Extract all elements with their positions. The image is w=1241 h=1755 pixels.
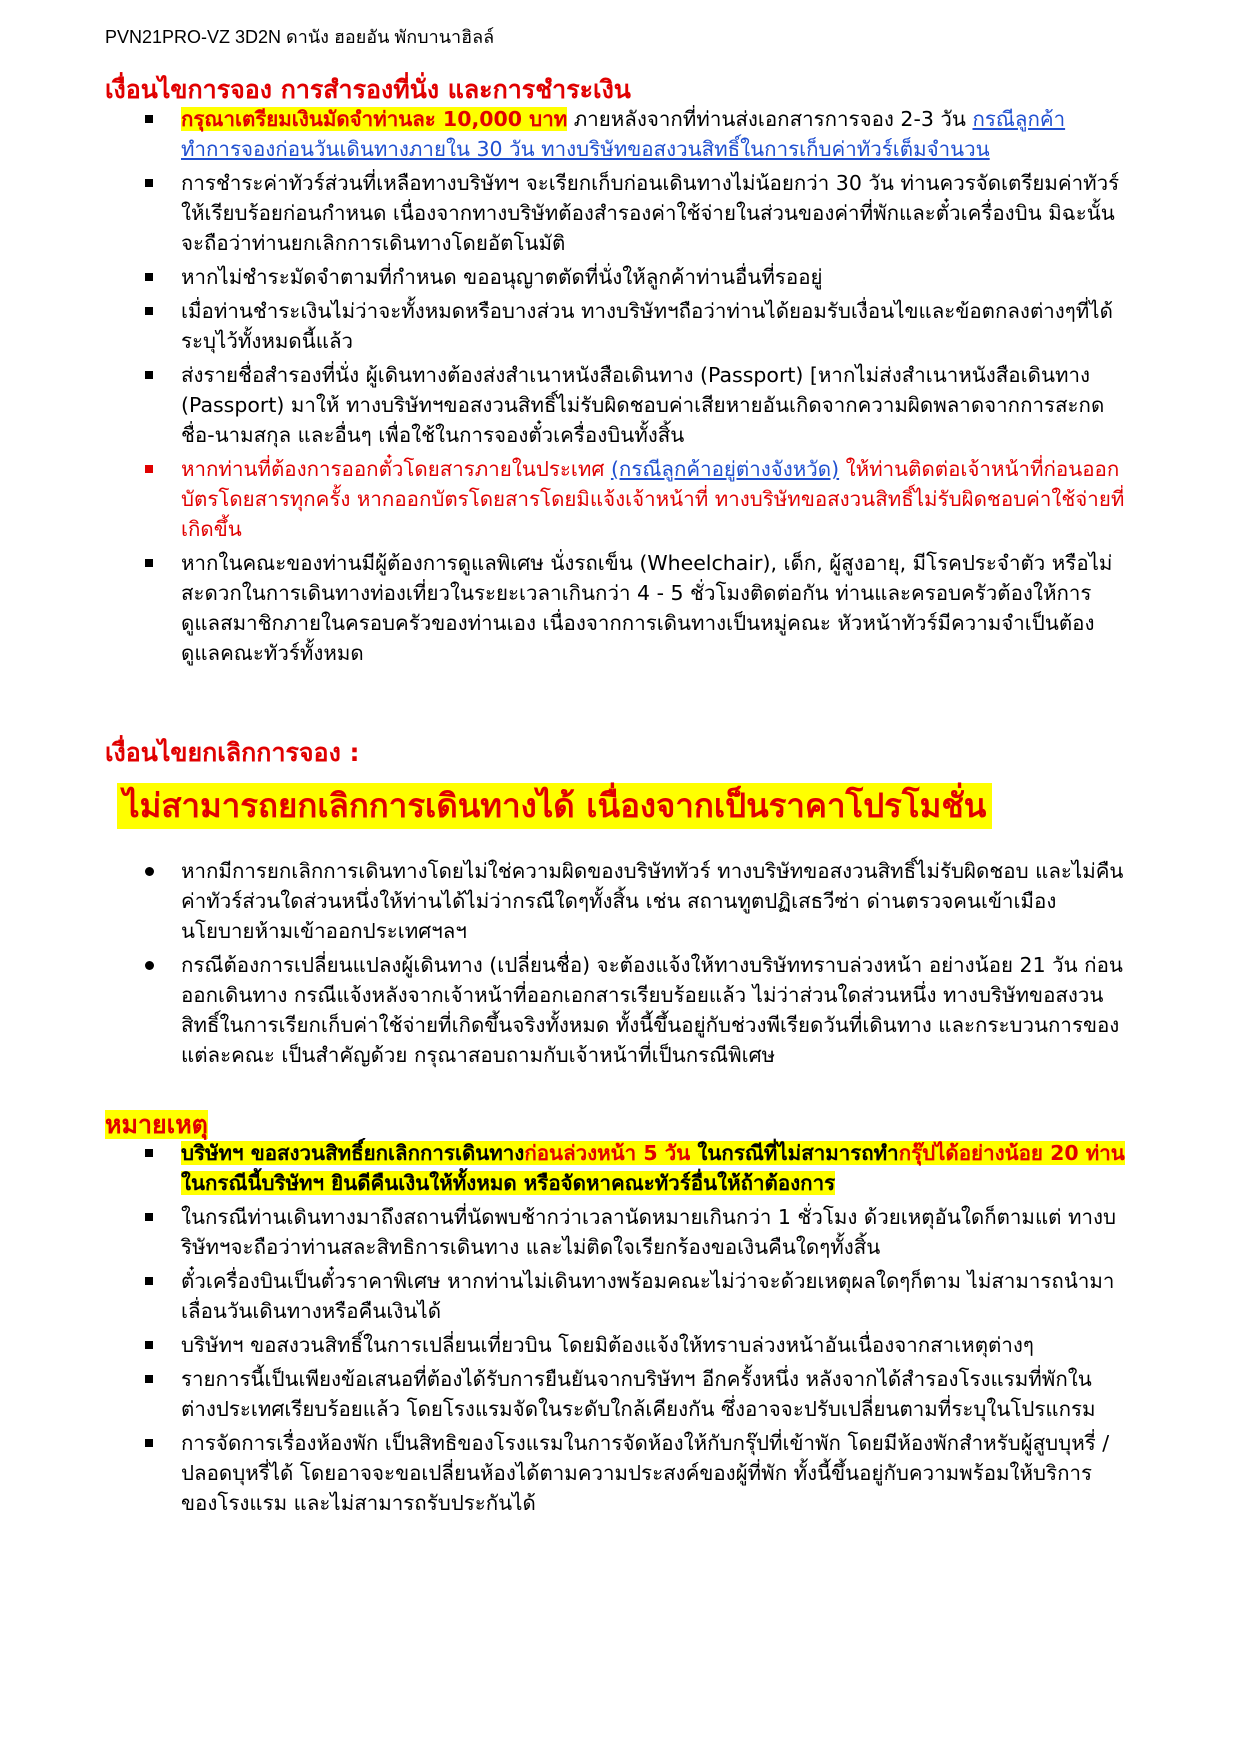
- list-item-text: การจัดการเรื่องห้องพัก เป็นสิทธิของโรงแรมในการจัดห้องให้กับกรุ๊ปที่เข้าพัก โดยมีห้องพักสำหรับผู้สูบบุหรี่ / ปลอดบุหรี่ได้ โดยอาจจะขอเปลี่ยนห้องได้ตามความประสงค์ของผู้ที่พัก ทั้งนี้ขึ้นอยู่กับความพร้อมให้บริการของโรงแรม และไม่สามารถรับประกันได้: [181, 1431, 1110, 1515]
- remark-text-red: ก่อนล่วงหน้า 5 วัน: [524, 1141, 691, 1165]
- list-item-text: ตั๋วเครื่องบินเป็นตั๋วราคาพิเศษ หากท่านไม่เดินทางพร้อมคณะไม่ว่าจะด้วยเหตุผลใดๆก็ตาม ไม่สามารถนำมาเลื่อนวันเดินทางหรือคืนเงินได้: [181, 1269, 1115, 1323]
- list-item-text: หากในคณะของท่านมีผู้ต้องการดูแลพิเศษ นั่งรถเข็น (Wheelchair), เด็ก, ผู้สูงอายุ, มีโรคประจำตัว หรือไม่สะดวกในการเดินทางท่องเที่ยวในระยะเวลาเกินกว่า 4 - 5 ชั่วโมงติดต่อกัน ท่านและครอบครัวต้องให้การดูแลสมาชิกภายในครอบครัวของท่านเอง เนื่องจากการเดินทางเป็นหมู่คณะ หัวหน้าทัวร์มีความจำเป็นต้องดูแลคณะทัวร์ทั้งหมด: [181, 551, 1113, 665]
- deposit-highlight: กรุณาเตรียมเงินมัดจำท่านละ 10,000 บาท: [181, 107, 568, 131]
- square-bullet-icon: [145, 1213, 153, 1221]
- square-bullet-icon: [145, 1277, 153, 1285]
- list-item: [105, 1364, 1125, 1424]
- remarks-list: [105, 1138, 1125, 1522]
- square-bullet-icon: [145, 307, 153, 315]
- square-bullet-icon: [145, 371, 153, 379]
- remark-text: ในกรณีที่ไม่สามารถทำ: [690, 1141, 899, 1165]
- booking-conditions-title: เงื่อนไขการจอง การสำรองที่นั่ง และการชำระเงิน: [105, 75, 631, 104]
- no-cancel-banner: ไม่สามารถยกเลิกการเดินทางได้ เนื่องจากเป็นราคาโปรโมชั่น: [117, 783, 992, 829]
- remark-text-red: กรุ๊ปได้อย่างน้อย 20 ท่าน: [898, 1141, 1125, 1165]
- list-item: [105, 262, 1125, 292]
- cancel-conditions-list: [105, 856, 1125, 1074]
- square-bullet-icon: [145, 1375, 153, 1383]
- round-bullet-icon: [145, 961, 154, 970]
- square-bullet-icon: [145, 273, 153, 281]
- list-item: [105, 454, 1125, 544]
- list-item-text: หากมีการยกเลิกการเดินทางโดยไม่ใช่ความผิดของบริษัททัวร์ ทางบริษัทขอสงวนสิทธิ์ไม่รับผิดชอบ และไม่คืนค่าทัวร์ส่วนใดส่วนหนึ่งให้ท่านได้ไม่ว่ากรณีใดๆทั้งสิ้น เช่น สถานทูตปฏิเสธวีซ่า ด่านตรวจคนเข้าเมือง นโยบายห้ามเข้าออกประเทศฯลฯ: [181, 859, 1124, 943]
- remark-text: บริษัทฯ ขอสงวนสิทธิ์ยกเลิกการเดินทาง: [181, 1141, 525, 1165]
- square-bullet-icon: [145, 179, 153, 187]
- list-item: [105, 1330, 1125, 1360]
- round-bullet-icon: [145, 867, 154, 876]
- booking-conditions-list: [105, 104, 1125, 672]
- list-item-text: การชำระค่าทัวร์ส่วนที่เหลือทางบริษัทฯ จะเรียกเก็บก่อนเดินทางไม่น้อยกว่า 30 วัน ท่านควรจัดเตรียมค่าทัวร์ให้เรียบร้อยก่อนกำหนด เนื่องจากทางบริษัทต้องสำรองค่าใช้จ่ายในส่วนของค่าที่พักและตั๋วเครื่องบิน มิฉะนั้นจะถือว่าท่านยกเลิกการเดินทางโดยอัตโนมัติ: [181, 171, 1120, 255]
- list-item: [105, 1202, 1125, 1262]
- list-item: [105, 1428, 1125, 1518]
- list-item-text: ให้ท่านติดต่อเจ้าหน้าที่ก่อนออกบัตรโดยสารทุกครั้ง หากออกบัตรโดยสารโดยมิแจ้งเจ้าหน้าที่ ทางบริษัทขอสงวนสิทธิ์ไม่รับผิดชอบค่าใช้จ่ายที่เกิดขึ้น: [181, 457, 1125, 541]
- list-item: [105, 296, 1125, 356]
- list-item-text: บริษัทฯ ขอสงวนสิทธิ์ในการเปลี่ยนเที่ยวบิน โดยมิต้องแจ้งให้ทราบล่วงหน้าอันเนื่องจากสาเหตุต่างๆ: [181, 1333, 1034, 1357]
- square-bullet-icon: [145, 1149, 153, 1157]
- list-item: [105, 548, 1125, 668]
- square-bullet-icon: [145, 559, 153, 567]
- list-item-text: เมื่อท่านชำระเงินไม่ว่าจะทั้งหมดหรือบางส่วน ทางบริษัทฯถือว่าท่านได้ยอมรับเงื่อนไขและข้อตกลงต่างๆที่ได้ระบุไว้ทั้งหมดนี้แล้ว: [181, 299, 1113, 353]
- square-bullet-icon: [145, 115, 153, 123]
- square-bullet-icon: [145, 465, 153, 473]
- list-item-text: ในกรณีท่านเดินทางมาถึงสถานที่นัดพบช้ากว่าเวลานัดหมายเกินกว่า 1 ชั่วโมง ด้วยเหตุอันใดก็ตามแต่ ทางบริษัทฯจะถือว่าท่านสละสิทธิการเดินทาง และไม่ติดใจเรียกร้องขอเงินคืนใดๆทั้งสิ้น: [181, 1205, 1117, 1259]
- remarks-title-text: หมายเหตุ: [105, 1110, 208, 1139]
- full-payment-link[interactable]: กรณีลูกค้าทำการจองก่อนวันเดินทางภายใน 30 วัน ทางบริษัทขอสงวนสิทธิ์ในการเก็บค่าทัวร์เต็มจำนวน: [181, 107, 1066, 161]
- province-customer-link[interactable]: (กรณีลูกค้าอยู่ต่างจังหวัด): [610, 457, 840, 481]
- list-item-text: รายการนี้เป็นเพียงข้อเสนอที่ต้องได้รับการยืนยันจากบริษัทฯ อีกครั้งหนึ่ง หลังจากได้สำรองโรงแรมที่พักในต่างประเทศเรียบร้อยแล้ว โดยโรงแรมจัดในระดับใกล้เคียงกัน ซึ่งอาจจะปรับเปลี่ยนตามที่ระบุในโปรแกรม: [181, 1367, 1096, 1421]
- list-item-text: หากไม่ชำระมัดจำตามที่กำหนด ขออนุญาตตัดที่นั่งให้ลูกค้าท่านอื่นที่รออยู่: [181, 265, 823, 289]
- square-bullet-icon: [145, 1439, 153, 1447]
- square-bullet-icon: [145, 1341, 153, 1349]
- list-item-text: หากท่านที่ต้องการออกตั๋วโดยสารภายในประเทศ: [181, 457, 611, 481]
- list-item: [105, 104, 1125, 164]
- list-item: [105, 168, 1125, 258]
- list-item: [105, 1266, 1125, 1326]
- list-item: [105, 950, 1125, 1070]
- list-item: [105, 1138, 1125, 1198]
- page-header: PVN21PRO-VZ 3D2N ดานัง ฮอยอัน พักบานาฮิลล์: [105, 27, 495, 47]
- cancel-conditions-title: เงื่อนไขยกเลิกการจอง :: [105, 738, 360, 767]
- list-item-text: ส่งรายชื่อสำรองที่นั่ง ผู้เดินทางต้องส่งสำเนาหนังสือเดินทาง (Passport) [หากไม่ส่งสำเนาหนังสือเดินทาง (Passport) มาให้ ทางบริษัทฯขอสงวนสิทธิ์ไม่รับผิดชอบค่าเสียหายอันเกิดจากความผิดพลาดจากการสะกดชื่อ-นามสกุล และอื่นๆ เพื่อใช้ในการจองตั๋วเครื่องบินทั้งสิ้น: [181, 363, 1105, 447]
- list-item: [105, 360, 1125, 450]
- deposit-text: ภายหลังจากที่ท่านส่งเอกสารการจอง 2-3 วัน: [567, 107, 973, 131]
- list-item: [105, 856, 1125, 946]
- remark-text: ในกรณีนี้บริษัทฯ ยินดีคืนเงินให้ทั้งหมด หรือจัดหาคณะทัวร์อื่นให้ถ้าต้องการ: [181, 1171, 836, 1195]
- list-item-text: กรณีต้องการเปลี่ยนแปลงผู้เดินทาง (เปลี่ยนชื่อ) จะต้องแจ้งให้ทางบริษัททราบล่วงหน้า อย่างน้อย 21 วัน ก่อนออกเดินทาง กรณีแจ้งหลังจากเจ้าหน้าที่ออกเอกสารเรียบร้อยแล้ว ไม่ว่าส่วนใดส่วนหนึ่ง ทางบริษัทขอสงวนสิทธิ์ในการเรียกเก็บค่าใช้จ่ายที่เกิดขึ้นจริงทั้งหมด ทั้งนี้ขึ้นอยู่กับช่วงพีเรียดวันที่เดินทาง และกระบวนการของแต่ละคณะ เป็นสำคัญด้วย กรุณาสอบถามกับเจ้าหน้าที่เป็นกรณีพิเศษ: [181, 953, 1123, 1067]
